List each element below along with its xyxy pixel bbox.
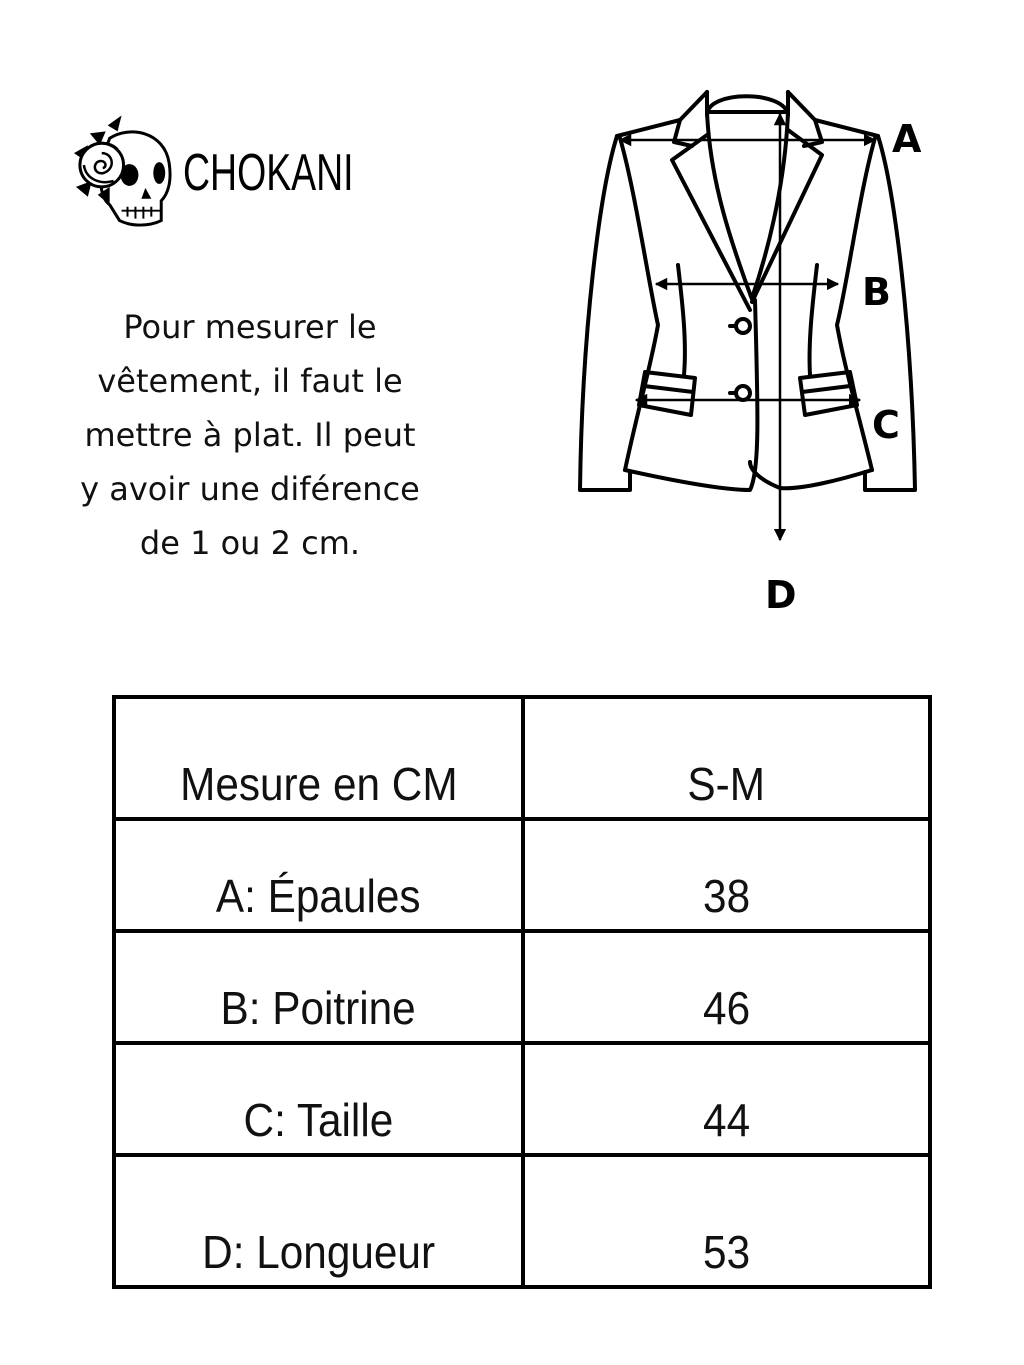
row-value: 38 xyxy=(523,819,930,931)
instruction-line: de 1 ou 2 cm. xyxy=(139,524,361,562)
instruction-line: mettre à plat. Il peut xyxy=(84,416,416,454)
row-label: B: Poitrine xyxy=(114,931,523,1043)
table-row xyxy=(114,1043,930,1155)
label-a: A xyxy=(892,117,922,161)
header-size: S-M xyxy=(523,697,930,819)
measuring-instructions xyxy=(40,300,460,570)
label-c: C xyxy=(872,403,900,447)
brand-logo xyxy=(70,110,420,235)
label-b: B xyxy=(862,270,891,314)
label-d: D xyxy=(765,573,797,617)
header-measure: Mesure en CM xyxy=(114,697,523,819)
row-value: 53 xyxy=(523,1155,930,1287)
jacket-measurement-diagram xyxy=(560,70,960,630)
row-label: A: Épaules xyxy=(114,819,523,931)
skull-with-rose-icon xyxy=(70,113,179,233)
row-value: 44 xyxy=(523,1043,930,1155)
instruction-line: vêtement, il faut le xyxy=(97,362,403,400)
brand-name: CHOKANI xyxy=(183,143,354,202)
row-value: 46 xyxy=(523,931,930,1043)
table-row xyxy=(114,1155,930,1287)
table-row xyxy=(114,819,930,931)
row-label: C: Taille xyxy=(114,1043,523,1155)
table-row xyxy=(114,931,930,1043)
size-chart-table xyxy=(112,695,932,1289)
instruction-line: y avoir une diférence xyxy=(80,470,420,508)
table-header-row xyxy=(114,697,930,819)
row-label: D: Longueur xyxy=(114,1155,523,1287)
instruction-line: Pour mesurer le xyxy=(123,308,377,346)
